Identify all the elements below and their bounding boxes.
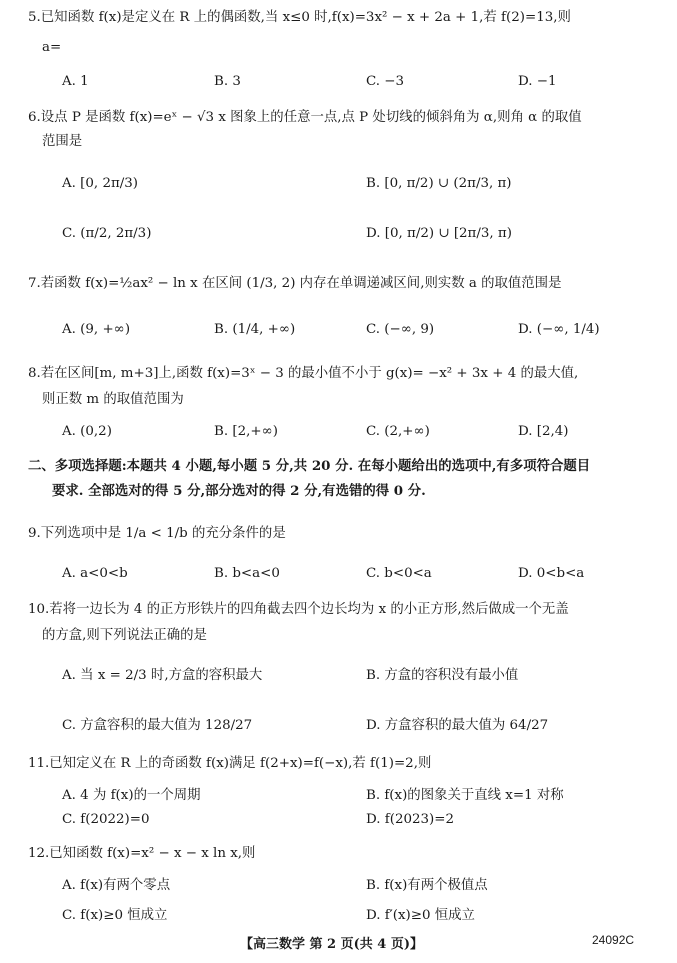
- option-b: B. b<a<0: [214, 566, 280, 581]
- question-5: [28, 8, 659, 58]
- option-d: D. −1: [518, 74, 557, 89]
- question-11: [28, 754, 659, 774]
- option-b: B. [2,+∞): [214, 424, 278, 439]
- option-c: C. −3: [366, 74, 405, 89]
- option-c: C. b<0<a: [366, 566, 432, 581]
- option-c: C. (−∞, 9): [366, 322, 435, 337]
- option-d: D. [2,4): [518, 424, 569, 439]
- question-8: [28, 364, 659, 410]
- option-c: C. f(2022)=0: [62, 812, 150, 827]
- option-c: C. 方盒容积的最大值为 128/27: [62, 718, 253, 733]
- question-7: [28, 274, 659, 294]
- option-b: B. [0, π/2) ∪ (2π/3, π): [366, 176, 512, 191]
- question-12: [28, 844, 659, 864]
- option-a: A. 1: [62, 74, 89, 89]
- option-d: D. f(2023)=2: [366, 812, 454, 827]
- question-12-stem: 12.已知函数 f(x)=x² − x − x ln x,则: [28, 846, 256, 861]
- option-d: D. [0, π/2) ∪ [2π/3, π): [366, 226, 512, 241]
- option-c: C. (2,+∞): [366, 424, 430, 439]
- section-2-instructions-cont: 要求. 全部选对的得 5 分,部分选对的得 2 分,有选错的得 0 分.: [52, 483, 426, 499]
- option-d: D. 方盒容积的最大值为 64/27: [366, 718, 549, 733]
- question-6-stem: 6.设点 P 是函数 f(x)=eˣ − √3 x 图象上的任意一点,点 P 处切线的倾斜角为 α,则角 α 的取值: [28, 110, 582, 125]
- option-a: A. (9, +∞): [62, 322, 131, 337]
- question-5-stem: 5.已知函数 f(x)是定义在 R 上的偶函数,当 x≤0 时,f(x)=3x² − x + 2a + 1,若 f(2)=13,则: [28, 10, 571, 25]
- option-b: B. (1/4, +∞): [214, 322, 296, 337]
- option-a: A. (0,2): [62, 424, 112, 439]
- footer-page-label: 【高三数学 第 2 页(共 4 页)】: [240, 937, 424, 952]
- option-b: B. 3: [214, 74, 241, 89]
- option-d: D. 0<b<a: [518, 566, 585, 581]
- question-8-stem: 8.若在区间[m, m+3]上,函数 f(x)=3ˣ − 3 的最小值不小于 g(x)= −x² + 3x + 4 的最大值,: [28, 366, 579, 381]
- option-b: B. f(x)有两个极值点: [366, 878, 488, 893]
- question-11-stem: 11.已知定义在 R 上的奇函数 f(x)满足 f(2+x)=f(−x),若 f(1)=2,则: [28, 756, 432, 771]
- section-2-header: [28, 456, 661, 502]
- question-10-stem: 10.若将一边长为 4 的正方形铁片的四角截去四个边长均为 x 的小正方形,然后做成一个无盖: [28, 602, 569, 617]
- question-8-stem-cont: 则正数 m 的取值范围为: [42, 392, 184, 407]
- option-a: A. 4 为 f(x)的一个周期: [62, 788, 201, 803]
- question-10: [28, 600, 659, 646]
- option-a: A. [0, 2π/3): [62, 176, 139, 191]
- question-9-stem: 9.下列选项中是 1/a < 1/b 的充分条件的是: [28, 526, 286, 541]
- section-2-instructions: 二、多项选择题:本题共 4 小题,每小题 5 分,共 20 分. 在每小题给出的选项中,有多项符合题目: [28, 458, 591, 474]
- question-10-stem-cont: 的方盒,则下列说法正确的是: [42, 628, 207, 643]
- option-a: A. f(x)有两个零点: [62, 878, 171, 893]
- option-b: B. 方盒的容积没有最小值: [366, 668, 519, 683]
- option-d: D. f′(x)≥0 恒成立: [366, 908, 475, 923]
- option-d: D. (−∞, 1/4): [518, 322, 600, 337]
- option-a: A. a<0<b: [62, 566, 128, 581]
- footer-exam-code: 24092C: [592, 933, 635, 947]
- option-c: C. (π/2, 2π/3): [62, 226, 152, 241]
- question-6-stem-cont: 范围是: [42, 134, 83, 149]
- question-7-stem: 7.若函数 f(x)=½ax² − ln x 在区间 (1/3, 2) 内存在单调递减区间,则实数 a 的取值范围是: [28, 276, 562, 291]
- question-9: [28, 524, 659, 544]
- option-a: A. 当 x = 2/3 时,方盒的容积最大: [62, 668, 263, 683]
- question-5-stem-cont: a=: [42, 40, 62, 55]
- option-c: C. f(x)≥0 恒成立: [62, 908, 168, 923]
- question-6: [28, 108, 659, 152]
- option-b: B. f(x)的图象关于直线 x=1 对称: [366, 788, 564, 803]
